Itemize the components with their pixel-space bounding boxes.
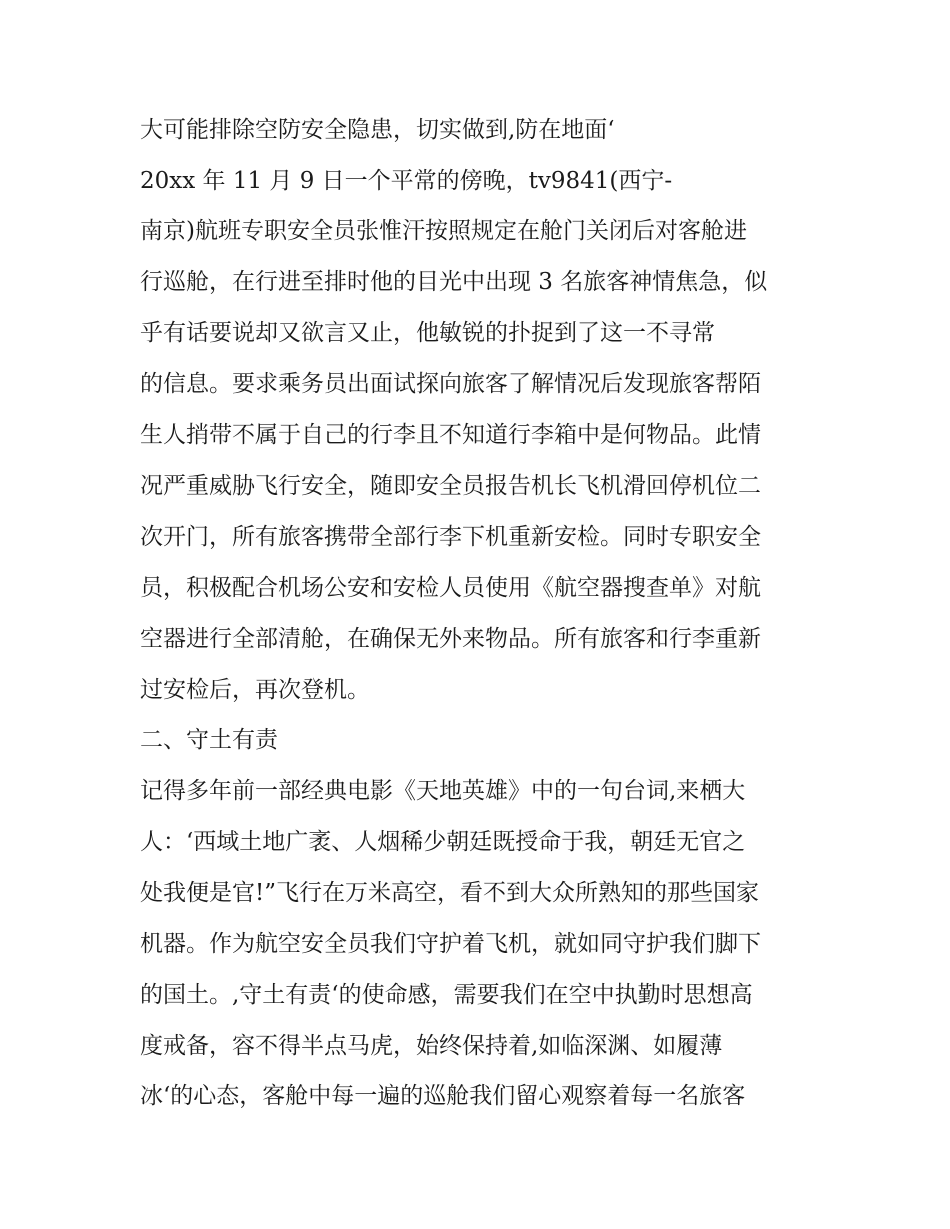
text-line: 度戒备，容不得半点马虎，始终保持着,如临深渊、如履薄 [140, 1033, 723, 1059]
text-line: 处我便是官!”飞行在万米高空，看不到大众所熟知的那些国家 [140, 880, 760, 906]
text-line: 行巡舱，在行进至排时他的目光中出现 3 名旅客神情焦急，似 [140, 269, 768, 295]
text-line: 机器。作为航空安全员我们守护着飞机，就如同守护我们脚下 [140, 931, 761, 957]
text-line: 人：‘西域土地广袤、人烟稀少朝廷既授命于我，朝廷无官之 [140, 829, 746, 855]
text-line: 南京)航班专职安全员张惟汗按照规定在舱门关闭后对客舱进 [140, 218, 747, 244]
text-line: 过安检后，再次登机。 [140, 677, 370, 703]
text-line: 乎有话要说却又欲言又止，他敏锐的扑捉到了这一不寻常 [140, 320, 715, 346]
text-line: 次开门，所有旅客携带全部行李下机重新安检。同时专职安全 [140, 524, 761, 550]
text-line: 空器进行全部清舱，在确保无外来物品。所有旅客和行李重新 [140, 626, 761, 652]
text-line: 员，积极配合机场公安和安检人员使用《航空器搜查单》对航 [140, 575, 761, 601]
text-line: 冰‘的心态，客舱中每一遍的巡舱我们留心观察着每一名旅客 [140, 1083, 746, 1109]
text-line: 20xx 年 11 月 9 日一个平常的傍晚，tv9841(西宁- [140, 168, 673, 194]
text-line: 况严重威胁飞行安全，随即安全员报告机长飞机滑回停机位二 [140, 473, 761, 499]
text-line: 记得多年前一部经典电影《天地英雄》中的一句台词,来栖大 [140, 778, 746, 804]
text-line: 生人捎带不属于自己的行李且不知道行李箱中是何物品。此情 [140, 422, 761, 448]
text-line: 的国土。,守土有责‘的使命感，需要我们在空中执勤时思想高 [140, 982, 753, 1008]
text-line: 的信息。要求乘务员出面试探向旅客了解情况后发现旅客帮陌 [140, 371, 761, 397]
section-heading: 二、守土有责 [140, 727, 278, 753]
text-line: 大可能排除空防安全隐患，切实做到,防在地面‘ [140, 117, 615, 143]
